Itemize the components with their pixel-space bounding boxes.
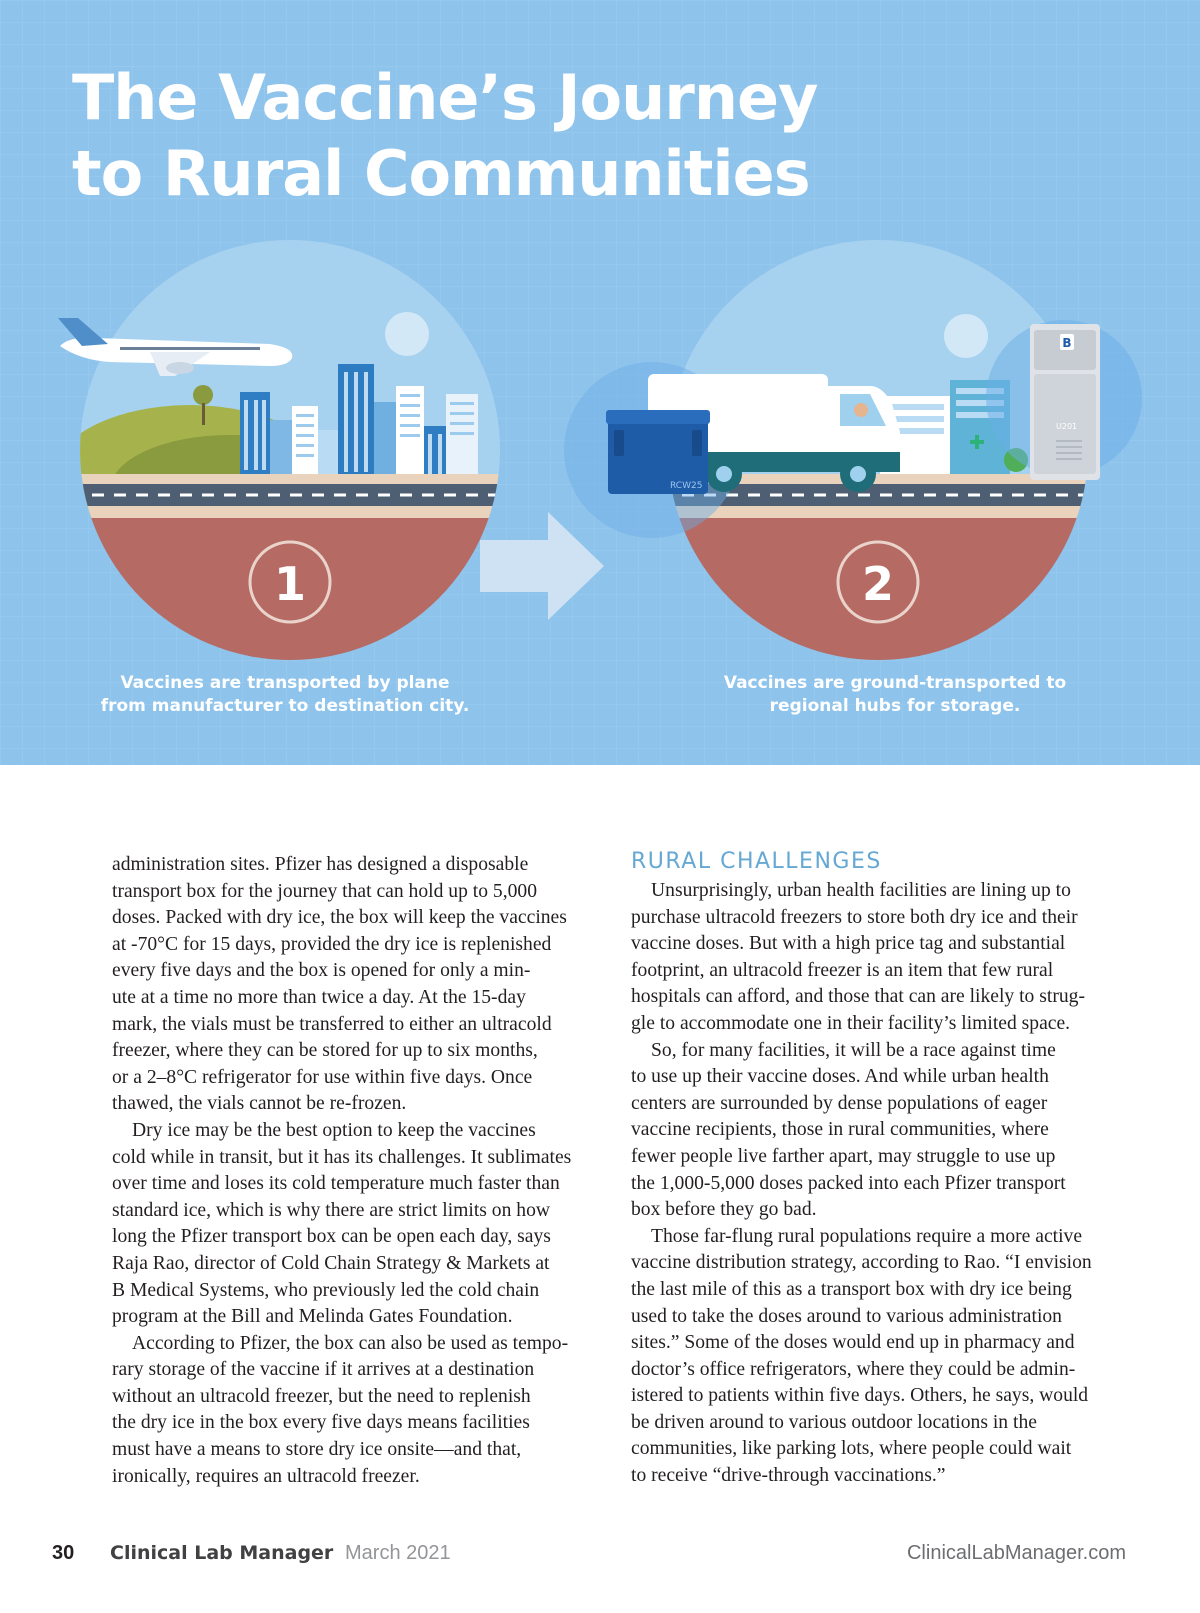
paragraph-line: purchase ultracold freezers to store both dry ice and their [631, 906, 1078, 928]
paragraph-line: cold while in transit, but it has its challenges. It sublimates [112, 1146, 572, 1168]
paragraph-line: fewer people live farther apart, may struggle to use up [631, 1145, 1056, 1167]
paragraph-line: ute at a time no more than twice a day. At the 15-day [112, 986, 526, 1008]
infographic [0, 0, 1200, 765]
freezer-logo: B [1062, 336, 1072, 350]
paragraph-line: program at the Bill and Melinda Gates Foundation. [112, 1306, 513, 1328]
paragraph-line: Raja Rao, director of Cold Chain Strategy & Markets at [112, 1252, 550, 1274]
paragraph-line: communities, like parking lots, where people could wait [631, 1438, 1072, 1460]
step-1-caption: Vaccines are transported by plane from manufacturer to destination city. [100, 673, 470, 716]
article-right-column [631, 848, 1129, 1490]
paragraph-line: Those far-flung rural populations require a more active [651, 1225, 1083, 1247]
paragraph-line: box before they go bad. [631, 1199, 817, 1221]
paragraph-line: vaccine doses. But with a high price tag and substantial [631, 933, 1066, 955]
paragraph-line: be driven around to various outdoor locations in the [631, 1411, 1037, 1433]
page-number: 30 [52, 1542, 75, 1564]
paragraph-line: hospitals can afford, and those that can are likely to strug- [631, 986, 1085, 1008]
paragraph-line: sites.” Some of the doses would end up in pharmacy and [631, 1332, 1075, 1354]
transport-box-label: RCW25 [670, 481, 703, 491]
paragraph-line: or a 2–8°C refrigerator for use within five days. Once [112, 1066, 533, 1088]
paragraph-line: So, for many facilities, it will be a race against time [651, 1039, 1056, 1061]
freezer-label: U201 [1056, 422, 1078, 431]
paragraph-line: the 1,000-5,000 doses packed into each Pfizer transport [631, 1172, 1066, 1194]
paragraph-line: Unsurprisingly, urban health facilities are lining up to [651, 880, 1071, 901]
paragraph-line: long the Pfizer transport box can be open each day, says [112, 1226, 551, 1248]
paragraph-line: freezer, where they can be stored for up to six months, [112, 1040, 538, 1062]
paragraph-line: vaccine recipients, those in rural communities, where [631, 1119, 1049, 1141]
website-url: ClinicalLabManager.com [906, 1542, 1126, 1564]
paragraph-line: the dry ice in the box every five days means facilities [112, 1412, 530, 1434]
paragraph-line: used to take the doses around to various administration [631, 1305, 1062, 1327]
paragraph-line: rary storage of the vaccine if it arrives at a destination [112, 1359, 535, 1381]
paragraph-line: B Medical Systems, who previously led the cold chain [112, 1279, 540, 1301]
paragraph-line: mark, the vials must be transferred to either an ultracold [112, 1013, 552, 1035]
infographic-title: The Vaccine’s Journey to Rural Communities [72, 61, 818, 210]
paragraph-line: over time and loses its cold temperature much faster than [112, 1173, 560, 1195]
step-1-number: 1 [273, 557, 307, 611]
right-column-body [631, 878, 1129, 1490]
paragraph-line: Dry ice may be the best option to keep the vaccines [132, 1119, 536, 1141]
paragraph-line: vaccine distribution strategy, according to Rao. “I envision [631, 1252, 1092, 1274]
ultracold-freezer [1030, 324, 1100, 480]
paragraph-line: footprint, an ultracold freezer is an item that few rural [631, 959, 1054, 981]
paragraph-line: administration sites. Pfizer has designed a disposable [112, 854, 529, 875]
paragraph-line: every five days and the box is opened for only a min- [112, 960, 531, 982]
transport-box [606, 410, 710, 494]
section-heading: RURAL CHALLENGES [631, 849, 882, 874]
paragraph-line: thawed, the vials cannot be re-frozen. [112, 1093, 407, 1115]
paragraph-line: the last mile of this as a transport box with dry ice being [631, 1278, 1072, 1300]
page-footer [0, 1540, 1200, 1570]
paragraph-line: at -70°C for 15 days, provided the dry ice is replenished [112, 933, 552, 955]
paragraph-line: ironically, requires an ultracold freezer. [112, 1465, 420, 1487]
paragraph-line: doses. Packed with dry ice, the box will keep the vaccines [112, 907, 567, 929]
paragraph-line: must have a means to store dry ice onsite—and that, [112, 1439, 522, 1461]
paragraph-line: transport box for the journey that can hold up to 5,000 [112, 880, 537, 902]
paragraph-line: centers are surrounded by dense populations of eager [631, 1092, 1048, 1114]
paragraph-line: to receive “drive-through vaccinations.” [631, 1465, 946, 1487]
step-2-caption: Vaccines are ground-transported to regional hubs for storage. [723, 673, 1067, 716]
paragraph-line: istered to patients within five days. Others, he says, would [631, 1385, 1089, 1407]
issue-date: March 2021 [345, 1542, 451, 1564]
paragraph-line: without an ultracold freezer, but the need to replenish [112, 1385, 531, 1407]
paragraph-line: to use up their vaccine doses. And while urban health [631, 1066, 1049, 1088]
article-left-column [112, 852, 610, 1490]
paragraph-line: doctor’s office refrigerators, where they could be admin- [631, 1358, 1076, 1380]
paragraph-line: standard ice, which is why there are strict limits on how [112, 1199, 551, 1221]
magazine-name: Clinical Lab Manager [110, 1542, 334, 1564]
paragraph-line: According to Pfizer, the box can also be used as tempo- [132, 1332, 569, 1354]
paragraph-line: gle to accommodate one in their facility’s limited space. [631, 1012, 1071, 1034]
step-2-number: 2 [861, 557, 895, 611]
